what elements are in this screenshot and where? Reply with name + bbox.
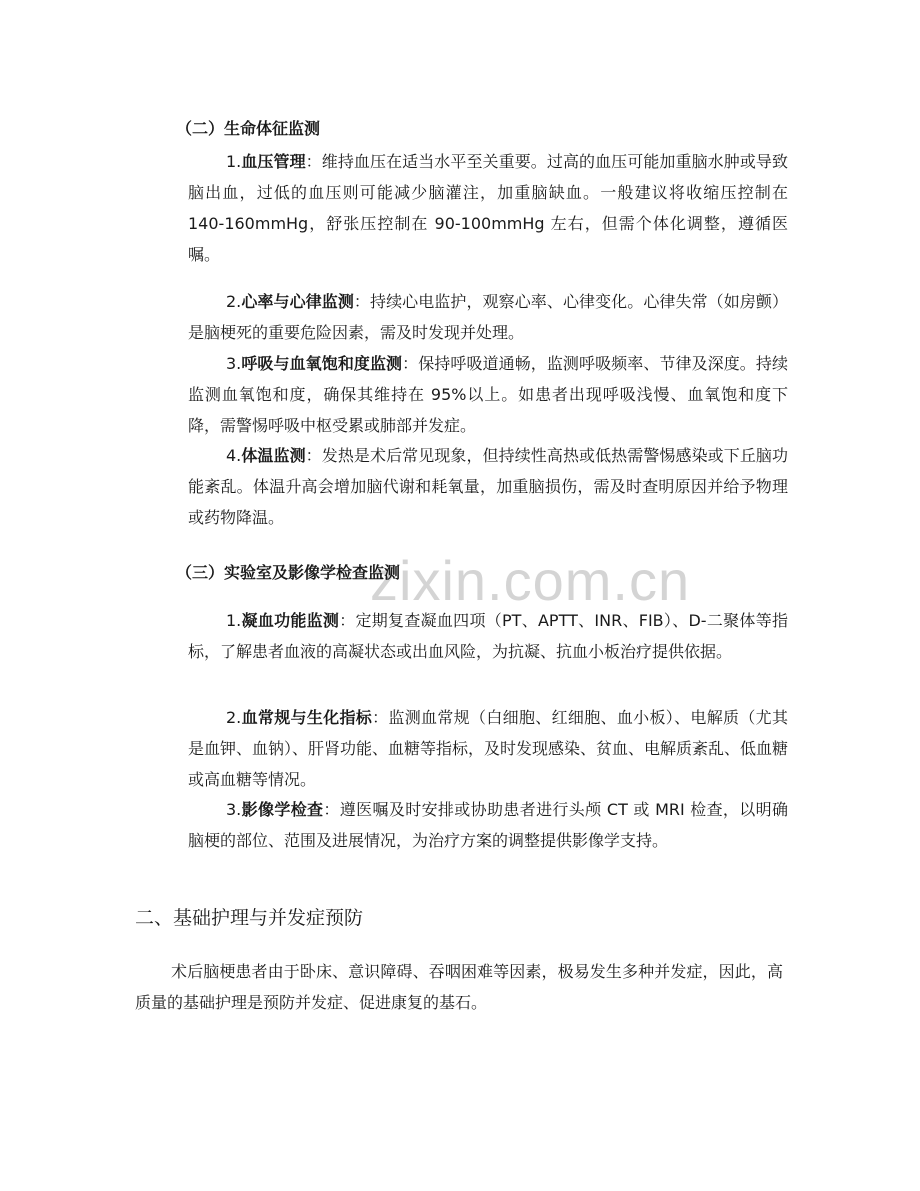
item-text: ：定期复查凝血四项（PT、APTT、INR、FIB）、D-二聚体等指标，了解患者血液的高凝状态或出血风险，为抗凝、抗血小板治疗提供依据。 — [188, 611, 788, 661]
item-term: 血常规与生化指标 — [241, 708, 373, 727]
item-number: 1. — [226, 152, 242, 171]
item-number: 3. — [226, 800, 242, 819]
paragraph-coagulation — [188, 605, 788, 667]
item-term: 影像学检查 — [241, 800, 324, 819]
paragraph-respiration — [188, 348, 788, 441]
item-term: 体温监测 — [241, 446, 306, 465]
item-number: 2. — [226, 292, 242, 311]
section-heading-vital-signs: （二）生命体征监测 — [176, 119, 321, 138]
item-text: ：保持呼吸道通畅，监测呼吸频率、节律及深度。持续监测血氧饱和度，确保其维持在 95%以上。如患者出现呼吸浅慢、血氧饱和度下降，需警惕呼吸中枢受累或肺部并发症。 — [188, 354, 788, 435]
item-text: ：发热是术后常见现象，但持续性高热或低热需警惕感染或下丘脑功能紊乱。体温升高会增加脑代谢和耗氧量，加重脑损伤，需及时查明原因并给予物理或药物降温。 — [188, 446, 788, 527]
item-term: 心率与心律监测 — [241, 292, 354, 311]
item-term: 凝血功能监测 — [241, 611, 340, 630]
item-term: 血压管理 — [241, 152, 306, 171]
item-number: 1. — [226, 611, 242, 630]
section-heading-lab-imaging: （三）实验室及影像学检查监测 — [176, 563, 401, 582]
item-term: 呼吸与血氧饱和度监测 — [241, 354, 403, 373]
chapter-intro-paragraph: 术后脑梗患者由于卧床、意识障碍、吞咽困难等因素，极易发生多种并发症，因此，高质量的基础护理是预防并发症、促进康复的基石。 — [135, 962, 783, 1012]
item-text: ：维持血压在适当水平至关重要。过高的血压可能加重脑水肿或导致脑出血，过低的血压则可能减少脑灌注，加重脑缺血。一般建议将收缩压控制在 140-160mmHg，舒张压控制在 90-100mmHg 左右，但需个体化调整，遵循医嘱。 — [188, 152, 788, 264]
paragraph-temperature — [188, 440, 788, 533]
item-text: ：持续心电监护，观察心率、心律变化。心律失常（如房颤）是脑梗死的重要危险因素，需及时发现并处理。 — [188, 292, 788, 342]
paragraph-imaging — [188, 794, 788, 856]
paragraph-blood-routine — [188, 702, 788, 795]
chapter-heading: 二、基础护理与并发症预防 — [135, 907, 364, 929]
paragraph-blood-pressure — [188, 146, 788, 270]
item-number: 4. — [226, 446, 242, 465]
item-number: 3. — [226, 354, 242, 373]
item-text: ：监测血常规（白细胞、红细胞、血小板）、电解质（尤其是血钾、血钠）、肝肾功能、血糖等指标，及时发现感染、贫血、电解质紊乱、低血糖或高血糖等情况。 — [188, 708, 789, 789]
item-number: 2. — [226, 708, 242, 727]
paragraph-heart-rate — [188, 286, 788, 348]
watermark: zixin.com.cn — [370, 549, 691, 612]
item-text: ：遵医嘱及时安排或协助患者进行头颅 CT 或 MRI 检查，以明确脑梗的部位、范围及进展情况，为治疗方案的调整提供影像学支持。 — [188, 800, 788, 850]
